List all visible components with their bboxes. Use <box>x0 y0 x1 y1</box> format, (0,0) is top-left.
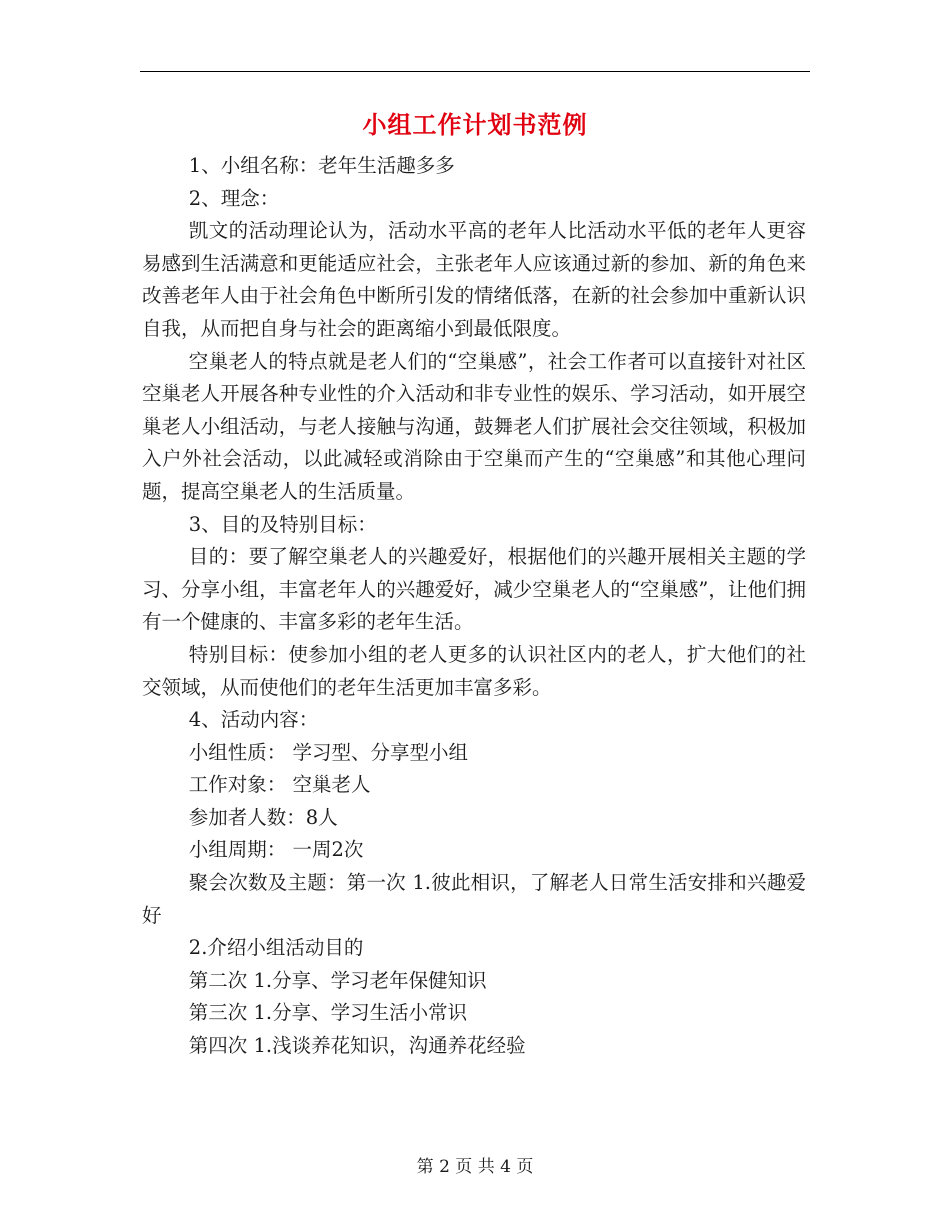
paragraph-participants: 参加者人数：8人 <box>188 805 338 829</box>
paragraph-cycle: 小组周期： 一周2次 <box>188 838 364 862</box>
paragraph-activity-theory: 凯文的活动理论认为，活动水平高的老年人比活动水平低的老年人更容易感到生活满意和更能适应社会，主张老年人应该通过新的参加、新的角色来改善老年人由于社会角色中断所引发的情绪低落，在新的社会参加中重新认识自我，从而把自身与社会的距离缩小到最低限度。 <box>142 219 806 340</box>
paragraph-empty-nest: 空巢老人的特点就是老人们的“空巢感”，社会工作者可以直接针对社区空巢老人开展各种专业性的介入活动和非专业性的娱乐、学习活动，如开展空巢老人小组活动，与老人接触与沟通，鼓舞老人们扩展社会交往领域，积极加入户外社会活动，以此减轻或消除由于空巢而产生的“空巢感”和其他心理问题，提高空巢老人的生活质量。 <box>142 349 806 503</box>
paragraph-group-name: 1、小组名称：老年生活趣多多 <box>188 154 455 177</box>
paragraph-session-3: 第三次 1.分享、学习生活小常识 <box>188 1001 468 1025</box>
paragraph-group-nature: 小组性质： 学习型、分享型小组 <box>188 740 468 764</box>
paragraph-sessions: 聚会次数及主题：第一次 1.彼此相识，了解老人日常生活安排和兴趣爱好 <box>142 871 806 927</box>
paragraph-purpose: 目的：要了解空巢老人的兴趣爱好，根据他们的兴趣开展相关主题的学习、分享小组，丰富老年人的兴趣爱好，减少空巢老人的“空巢感”，让他们拥有一个健康的、丰富多彩的老年生活。 <box>142 545 806 634</box>
paragraph-content-heading: 4、活动内容： <box>188 708 319 732</box>
header-rule <box>140 71 810 72</box>
paragraph-target: 工作对象： 空巢老人 <box>188 773 371 797</box>
paragraph-goals-heading: 3、目的及特别目标： <box>188 512 377 536</box>
paragraph-session-2: 第二次 1.分享、学习老年保健知识 <box>188 968 487 992</box>
paragraph-special-goal: 特别目标：使参加小组的老人更多的认识社区内的老人，扩大他们的社交领域，从而使他们的老年生活更加丰富多彩。 <box>142 642 806 699</box>
paragraph-concept-heading: 2、理念： <box>188 186 280 210</box>
document-body <box>142 150 806 1063</box>
paragraph-session-4: 第四次 1.浅谈养花知识，沟通养花经验 <box>188 1034 526 1058</box>
page-number: 第 2 页 共 4 页 <box>416 1157 534 1177</box>
paragraph-session-1-item-2: 2.介绍小组活动目的 <box>188 936 364 960</box>
document-title: 小组工作计划书范例 <box>362 110 588 139</box>
